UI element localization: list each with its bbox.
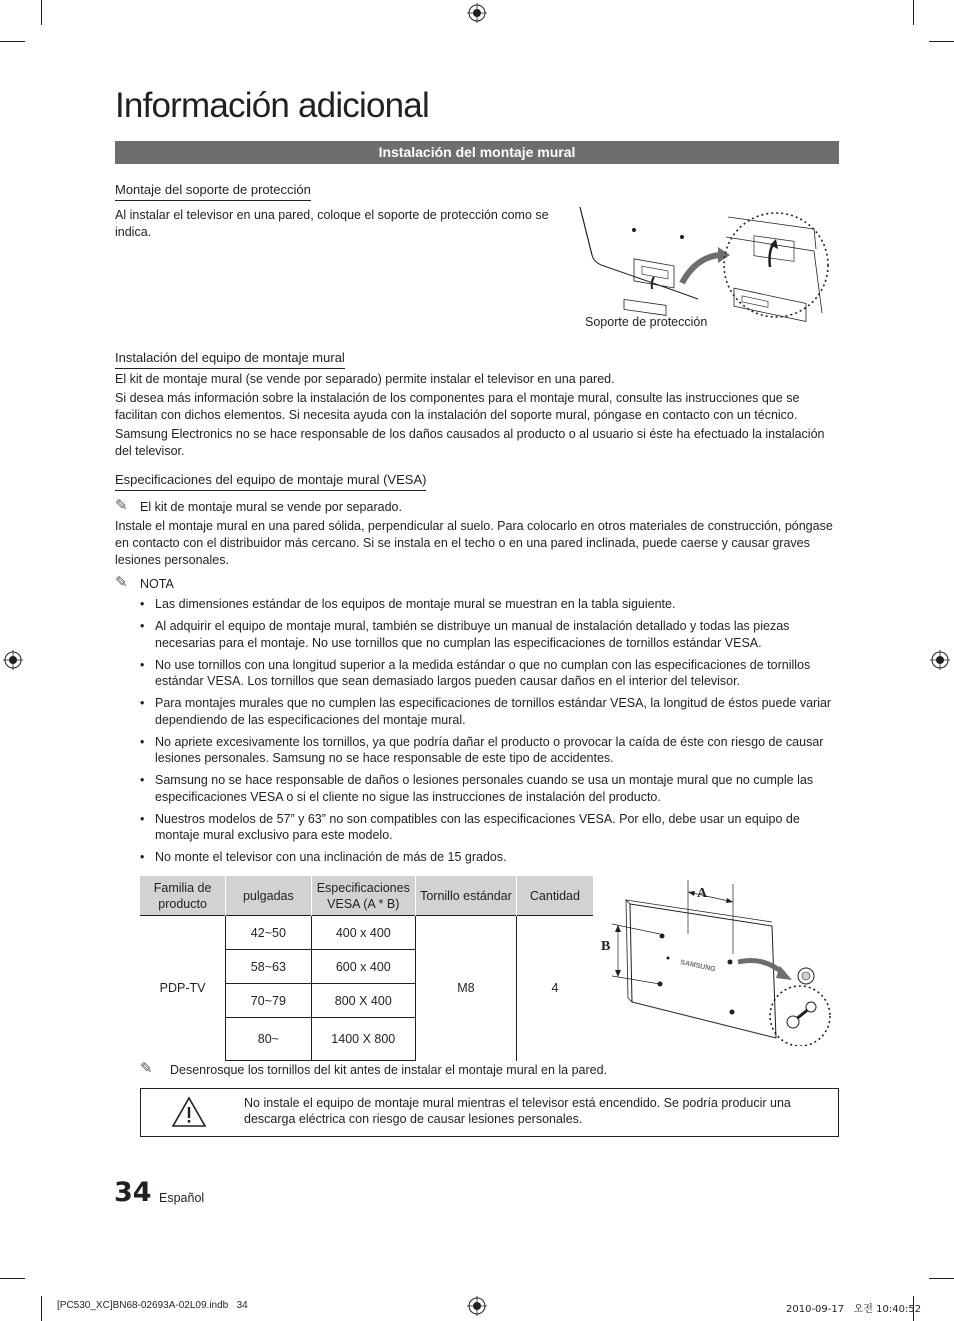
dimension-b-label: B [601, 939, 611, 954]
dimension-a-label: A [697, 886, 708, 901]
crop-mark [41, 1296, 42, 1321]
list-item: • Para montajes murales que no cumplen las especificaciones de tornillos estándar VESA, la longitud de éstos puede variar dependiendo de las especificaciones del montaje mural. [140, 696, 832, 727]
vesa-table [140, 876, 593, 1061]
crop-mark [0, 1278, 25, 1279]
brand-logo: SAMSUNG [679, 959, 717, 974]
protection-text: Al instalar el televisor en una pared, coloque el soporte de protección como se indica. [115, 208, 549, 239]
table-header-row [140, 876, 593, 916]
registration-mark-icon [467, 3, 487, 23]
list-item: • No use tornillos con una longitud superior a la medida estándar o que no cumplan con las especificaciones de tornillos estándar VESA. Los tornillos que sean demasiado largos pueden causar daños en el interior del televisor. [140, 657, 811, 688]
warning-box [140, 1088, 839, 1137]
table-row [140, 916, 593, 950]
pencil-note-icon: ✎ [140, 1060, 153, 1077]
crop-mark [913, 0, 914, 25]
page-title: Información adicional [115, 86, 429, 125]
warning-triangle-icon [171, 1096, 207, 1128]
table-header: Familia de producto [140, 876, 226, 916]
list-item: • Samsung no se hace responsable de daños o lesiones personales cuando se usa un montaje mural que no cumple las especificaciones VESA o si el cliente no sigue las instrucciones de instalación del producto. [140, 773, 814, 804]
table-cell: 80~ [226, 1018, 311, 1061]
table-cell: 70~79 [226, 984, 311, 1018]
page-language: Español [159, 1191, 205, 1205]
footer-file: [PC530_XC]BN68-02693A-02L09.indb 34 [57, 1300, 248, 1311]
vesa-heading: Especificaciones del equipo de montaje mural (VESA) [115, 472, 426, 491]
list-item: • Las dimensiones estándar de los equipos de montaje mural se muestran en la tabla siguiente. [140, 597, 676, 611]
table-cell: 600 x 400 [311, 950, 415, 984]
pencil-note-icon: ✎ [115, 497, 128, 514]
crop-mark [41, 0, 42, 25]
protection-figure [578, 203, 830, 327]
list-item: • Nuestros modelos de 57” y 63” no son compatibles con las especificaciones VESA. Por ello, debe usar un equipo de montaje mural exclusivo para este modelo. [140, 811, 800, 842]
vesa-bullets [140, 596, 840, 871]
wallmount-p3: Samsung Electronics no se hace responsable de los daños causados al producto o al usuario si éste ha efectuado la instalación del televisor. [115, 427, 825, 458]
table-cell: 58~63 [226, 950, 311, 984]
table-cell: 1400 X 800 [311, 1018, 415, 1061]
vesa-note-kit: El kit de montaje mural se vende por separado. [140, 500, 402, 514]
table-cell: 42~50 [226, 916, 311, 950]
protection-figure-label: Soporte de protección [585, 315, 708, 329]
pencil-note-icon: ✎ [115, 574, 128, 591]
table-header: Especificaciones VESA (A * B) [311, 876, 415, 916]
table-cell-qty: 4 [516, 916, 593, 1061]
vesa-note-unscrew: Desenrosque los tornillos del kit antes de instalar el montaje mural en la pared. [170, 1063, 608, 1077]
table-cell-family: PDP-TV [140, 916, 226, 1061]
table-header: pulgadas [226, 876, 311, 916]
list-item: • No apriete excesivamente los tornillos, ya que podría dañar el producto o provocar la caída de éste con riesgo de causar lesiones personales. Samsung no se hace responsable de este tipo de accidentes. [140, 734, 824, 765]
warning-text: No instale el equipo de montaje mural mientras el televisor está encendido. Se podría producir una descarga eléctrica con riesgo de causar lesiones personales. [244, 1096, 791, 1126]
table-cell: 800 X 400 [311, 984, 415, 1018]
protection-heading: Montaje del soporte de protección [115, 182, 311, 201]
section-bar: Instalación del montaje mural [115, 141, 839, 164]
registration-mark-icon [3, 650, 23, 670]
registration-mark-icon [467, 1296, 487, 1316]
vesa-nota-label: NOTA [140, 577, 174, 591]
vesa-figure [598, 878, 838, 1046]
wallmount-p1: El kit de montaje mural (se vende por separado) permite instalar el televisor en una pared. [115, 372, 615, 386]
wallmount-heading: Instalación del equipo de montaje mural [115, 350, 345, 369]
table-cell: 400 x 400 [311, 916, 415, 950]
crop-mark [929, 1278, 954, 1279]
vesa-p1: Instale el montaje mural en una pared sólida, perpendicular al suelo. Para colocarlo en otros materiales de construcción, póngase en contacto con el distribuidor más cercano. Si se instala en el techo o en una pared inclinada, puede caerse y causar graves lesiones personales. [115, 519, 833, 567]
footer-date: 2010-09-17 오전 10:40:52 [786, 1304, 922, 1315]
list-item: • No monte el televisor con una inclinación de más de 15 grados. [140, 850, 507, 864]
registration-mark-icon [930, 650, 950, 670]
wallmount-p2: Si desea más información sobre la instalación de los componentes para el montaje mural, consulte las instrucciones que se facilitan con dichos elementos. Si necesita ayuda con la instalación del soporte mural, póngase en contacto con un técnico. [115, 391, 800, 422]
table-header: Cantidad [516, 876, 593, 916]
table-header: Tornillo estándar [416, 876, 517, 916]
crop-mark [929, 41, 954, 42]
crop-mark [0, 41, 25, 42]
list-item: • Al adquirir el equipo de montaje mural, también se distribuye un manual de instalación detallado y todas las piezas necesarias para el montaje. No use tornillos que no cumplan las especificaciones de tornillos estándar VESA. [140, 619, 790, 650]
table-cell-screw: M8 [416, 916, 517, 1061]
page-number: 34 [114, 1177, 152, 1208]
